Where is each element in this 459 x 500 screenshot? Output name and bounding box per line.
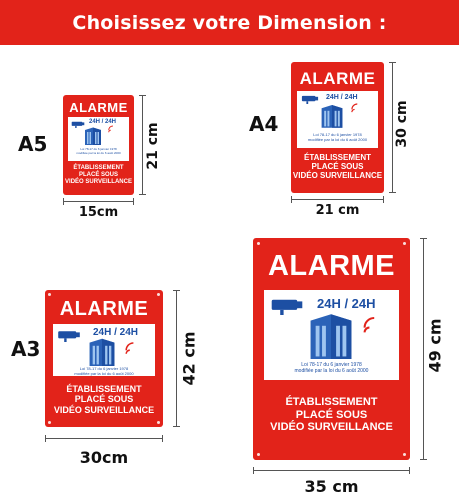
mounting-hole [157, 293, 160, 296]
dimension-a5-height: 21 cm [145, 122, 161, 170]
bottom-line-3: VIDÉO SURVEILLANCE [270, 421, 393, 434]
sign-law-text [253, 362, 410, 375]
sign-title: ALARME [267, 250, 396, 282]
mounting-hole [403, 453, 406, 456]
dimension-line-a4-height [392, 62, 393, 193]
size-label-a5: A5 [18, 132, 48, 156]
dimension-tick [383, 196, 384, 203]
bottom-line-2: PLACÉ SOUS [74, 394, 134, 405]
signal-waves-icon [351, 104, 360, 113]
page-title: Choisissez votre Dimension : [0, 0, 459, 45]
dimension-a4-height: 30 cm [394, 100, 410, 148]
dimension-tick [133, 198, 134, 205]
bottom-line-1: ÉTABLISSEMENT [304, 153, 371, 162]
size-label-a3: A3 [11, 337, 41, 361]
dimension-line-a3-height [176, 290, 177, 427]
dimension-a5-width: 15cm [78, 205, 119, 220]
mounting-hole [403, 242, 406, 245]
dimension-a3-width: 30cm [79, 448, 129, 467]
bottom-line-1: ÉTABLISSEMENT [66, 384, 142, 394]
mounting-hole [257, 242, 260, 245]
signal-waves-icon [108, 126, 115, 133]
sign-hours: 24H / 24H [326, 94, 358, 101]
law-line-1: Loi 78-17 du 6 janvier 1978 [313, 132, 362, 137]
mounting-hole [48, 293, 51, 296]
dimension-tick [420, 459, 427, 460]
dimension-tick [173, 426, 180, 427]
sign-bottom-text [291, 153, 384, 181]
dimension-large-width: 35 cm [304, 477, 359, 496]
law-line-2: modifiée par la loi du 6 août 2000 [74, 371, 134, 376]
building-icon [305, 313, 357, 359]
bottom-line-3: VIDÉO SURVEILLANCE [65, 178, 132, 185]
sign-bottom-text [253, 396, 410, 434]
dimension-line-a4-width [291, 199, 384, 200]
law-line-1: Loi 78-17 du 6 janvier 1978 [79, 366, 129, 371]
dimension-a3-height: 42 cm [179, 331, 199, 386]
dimension-tick [162, 435, 163, 442]
law-line-2: modifiée par la loi du 6 août 2000 [307, 137, 368, 142]
sign-law-text [63, 148, 134, 156]
sign-a4 [291, 62, 384, 193]
sign-bottom-text [45, 384, 163, 415]
sign-title: ALARME [69, 100, 128, 115]
dimension-line-large-height [423, 238, 424, 460]
bottom-line-3: VIDÉO SURVEILLANCE [292, 171, 383, 181]
mounting-hole [257, 453, 260, 456]
dimension-line-a5-width [63, 201, 134, 202]
bottom-line-2: PLACÉ SOUS [311, 162, 364, 172]
bottom-line-1: ÉTABLISSEMENT [285, 396, 378, 408]
dimension-tick [173, 290, 180, 291]
building-icon [85, 338, 119, 366]
dimension-tick [291, 196, 292, 203]
bottom-line-2: PLACÉ SOUS [295, 408, 368, 421]
law-line-2: modifiée par la loi du 6 août 2000 [294, 368, 369, 375]
bottom-line-3: VIDÉO SURVEILLANCE [53, 404, 155, 415]
law-line-1: Loi 78-17 du 6 janvier 1978 [80, 147, 117, 151]
sign-title: ALARME [59, 298, 149, 320]
sign-hours: 24H / 24H [89, 119, 117, 125]
security-camera-icon [270, 298, 304, 315]
dimension-tick [409, 467, 410, 474]
signal-waves-icon [125, 343, 137, 355]
size-label-a4: A4 [249, 112, 279, 136]
dimension-tick [253, 467, 254, 474]
bottom-line-2: PLACÉ SOUS [78, 171, 118, 178]
bottom-line-1: ÉTABLISSEMENT [73, 165, 124, 171]
mounting-hole [157, 421, 160, 424]
sign-law-text [291, 132, 384, 142]
sign-hours: 24H / 24H [93, 327, 139, 338]
dimension-tick [139, 194, 146, 195]
dimension-tick [63, 198, 64, 205]
building-icon [83, 127, 103, 145]
sign-law-text [45, 366, 163, 376]
dimension-tick [389, 192, 396, 193]
dimension-line-a5-height [142, 95, 143, 195]
dimension-tick [420, 238, 427, 239]
sign-title: ALARME [299, 69, 376, 88]
sign-a5 [63, 95, 134, 195]
law-line-1: Loi 78-17 du 6 janvier 1978 [301, 362, 362, 368]
sign-hours: 24H / 24H [317, 296, 376, 311]
dimension-line-a3-width [45, 438, 163, 439]
sign-a3 [45, 290, 163, 427]
dimension-tick [389, 62, 396, 63]
dimension-a4-width: 21 cm [315, 203, 360, 218]
dimension-tick [45, 435, 46, 442]
sign-bottom-text [63, 165, 134, 186]
dimension-large-height: 49 cm [425, 318, 445, 373]
sign-large [253, 238, 410, 460]
building-icon [319, 104, 345, 128]
signal-waves-icon [363, 318, 379, 334]
mounting-hole [48, 421, 51, 424]
law-line-2: modifiée par la loi du 6 août 2000 [76, 150, 121, 155]
security-camera-icon [301, 95, 319, 104]
security-camera-icon [57, 330, 81, 342]
dimension-line-large-width [253, 470, 410, 471]
dimension-tick [139, 95, 146, 96]
